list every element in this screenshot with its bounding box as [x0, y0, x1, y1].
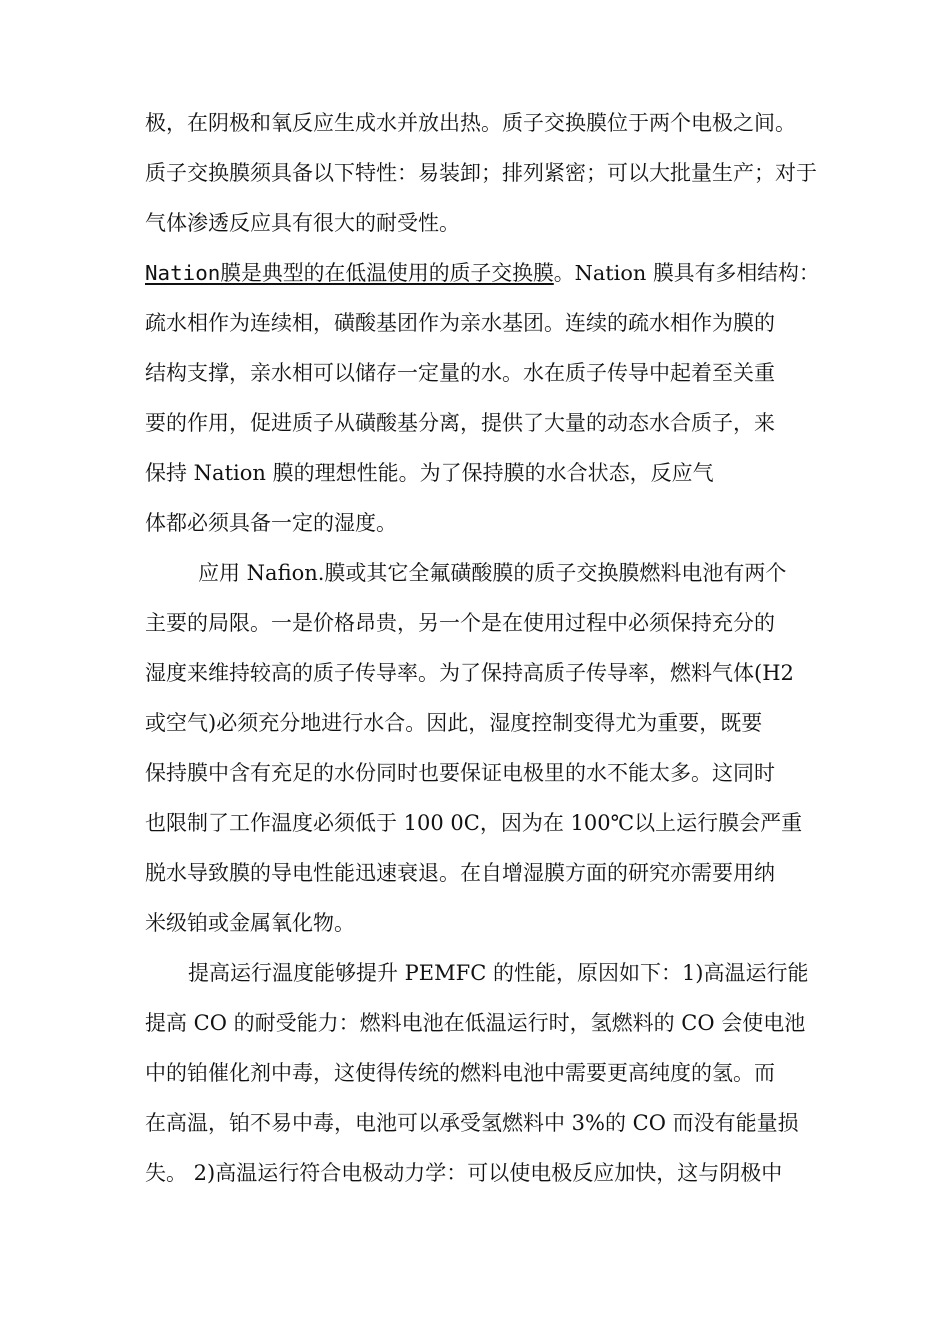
text-line: 提高 CO 的耐受能力：燃料电池在低温运行时，氢燃料的 CO 会使电池: [145, 1011, 806, 1035]
underlined-heading: Nation膜是典型的在低温使用的质子交换膜: [145, 261, 554, 285]
text-line: 失。 2)高温运行符合电极动力学：可以使电极反应加快，这与阴极中: [145, 1161, 783, 1185]
text-line: 中的铂催化剂中毒，这使得传统的燃料电池中需要更高纯度的氢。而: [145, 1061, 775, 1085]
text-line-heading: [145, 260, 820, 286]
text-line: 或空气)必须充分地进行水合。因此，湿度控制变得尤为重要，既要: [145, 711, 763, 735]
text-line: 疏水相作为连续相，磺酸基团作为亲水基团。连续的疏水相作为膜的: [145, 311, 775, 335]
text-line: 极，在阴极和氧反应生成水并放出热。质子交换膜位于两个电极之间。: [145, 111, 796, 135]
text-line: 脱水导致膜的导电性能迅速衰退。在自增湿膜方面的研究亦需要用纳: [145, 861, 775, 885]
text-line: 米级铂或金属氧化物。: [145, 911, 355, 935]
text-line: 要的作用，促进质子从磺酸基分离，提供了大量的动态水合质子，来: [145, 411, 775, 435]
text-line: 在高温，铂不易中毒，电池可以承受氢燃料中 3%的 CO 而没有能量损: [145, 1111, 799, 1135]
text-line: 湿度来维持较高的质子传导率。为了保持高质子传导率，燃料气体(H2: [145, 661, 794, 685]
paragraph-start-line: 提高运行温度能够提升 PEMFC 的性能，原因如下：1)高温运行能: [188, 961, 809, 985]
text-line: 体都必须具备一定的湿度。: [145, 511, 397, 535]
text-line: 质子交换膜须具备以下特性：易装卸；排列紧密；可以大批量生产；对于: [145, 161, 817, 185]
paragraph-start-line: 应用 Nafion.膜或其它全氟磺酸膜的质子交换膜燃料电池有两个: [198, 561, 787, 585]
text-line: 结构支撑，亲水相可以储存一定量的水。水在质子传导中起着至关重: [145, 361, 775, 385]
heading-continuation: 。Nation 膜具有多相结构：: [553, 261, 820, 285]
text-line: 保持 Nation 膜的理想性能。为了保持膜的水合状态，反应气: [145, 461, 714, 485]
text-line: 气体渗透反应具有很大的耐受性。: [145, 211, 460, 235]
text-line: 保持膜中含有充足的水份同时也要保证电极里的水不能太多。这同时: [145, 761, 775, 785]
text-line: 也限制了工作温度必须低于 100 0C，因为在 100℃以上运行膜会严重: [145, 811, 803, 835]
text-line: 主要的局限。一是价格昂贵，另一个是在使用过程中必须保持充分的: [145, 611, 775, 635]
